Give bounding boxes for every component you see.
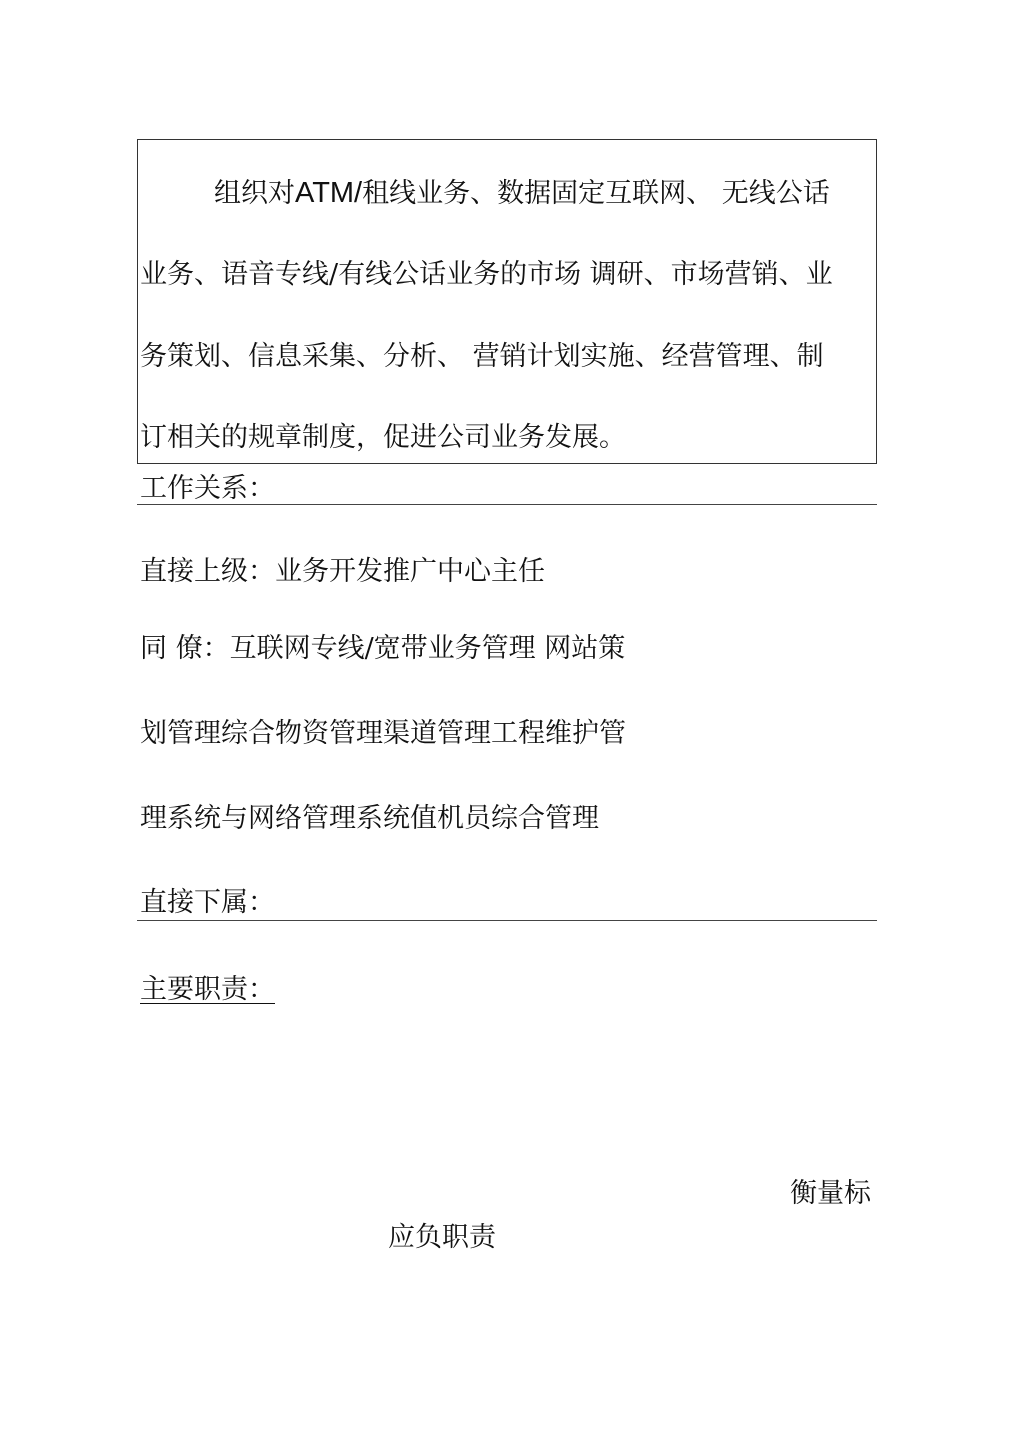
measure-standard-header: 衡量标 [790,1178,871,1209]
peers-line-3: 理系统与网络管理系统值机员综合管理 [140,803,599,834]
summary-line-1 [214,176,830,211]
work-relations-heading: 工作关系： [140,473,275,504]
summary-line-2: 业务、语音专线/有线公话业务的市场 调研、市场营销、业 [140,259,833,290]
summary-line-1-part-a: 组织对 [214,178,295,209]
main-duties-heading: 主要职责： [140,974,275,1005]
summary-line-1-part-b: ATM/ [295,177,363,209]
work-relations-rule [137,504,877,505]
summary-line-4: 订相关的规章制度，促进公司业务发展。 [140,422,626,453]
peers-line-2: 划管理综合物资管理渠道管理工程维护管 [140,718,626,749]
subordinates-rule [137,920,877,921]
direct-subordinates: 直接下属： [140,887,275,918]
summary-line-3: 务策划、信息采集、分析、 营销计划实施、经营管理、制 [140,341,824,372]
direct-supervisor: 直接上级：业务开发推广中心主任 [140,556,545,587]
peers-line-1: 同 僚：互联网专线/宽带业务管理 网站策 [140,633,626,664]
responsibility-header: 应负职责 [388,1222,496,1253]
summary-line-1-part-c: 租线业务、数据固定互联网、 无线公话 [362,178,830,209]
